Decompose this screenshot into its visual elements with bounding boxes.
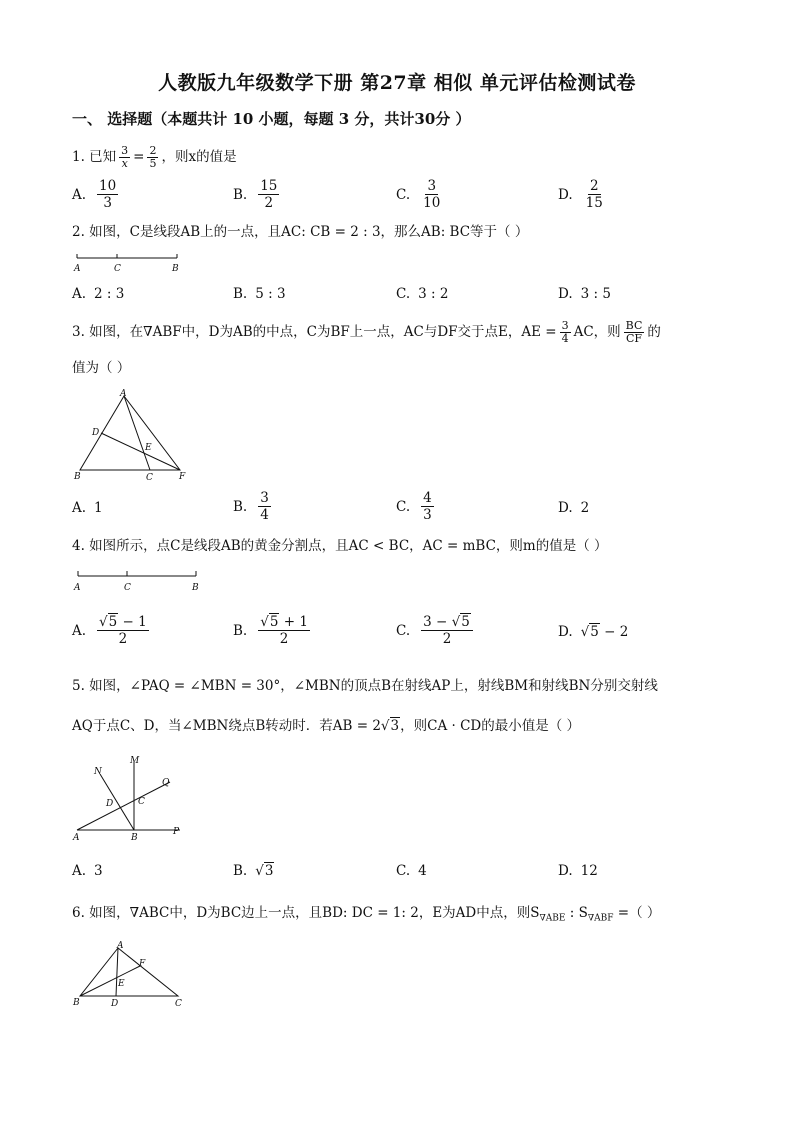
q1-eq: = — [133, 149, 145, 165]
q5-option-b[interactable]: B. √3 — [233, 863, 274, 879]
svg-text:Q: Q — [162, 778, 170, 788]
svg-text:C: C — [138, 797, 145, 807]
q5-rays-figure — [72, 752, 192, 844]
question-5-line2: AQ于点C、D，当∠MBN绕点B转动时．若AB = 2√3，则CA · CD的最小值是（ ） — [72, 718, 581, 734]
q4-option-d[interactable]: D. √5 − 2 — [558, 624, 629, 640]
q2-option-c[interactable]: C. 3 : 2 — [396, 286, 449, 302]
q1-option-d[interactable]: D. $\frac{2}{15}$ — [558, 178, 603, 211]
svg-text:B: B — [74, 472, 81, 482]
q2-label-b: B — [172, 264, 179, 274]
svg-text:F: F — [179, 472, 186, 482]
question-3-line2: 值为（ ） — [72, 360, 131, 376]
svg-text:C: C — [146, 473, 153, 483]
svg-text:P: P — [173, 827, 180, 837]
svg-text:D: D — [92, 428, 100, 438]
svg-text:D: D — [111, 999, 119, 1009]
svg-text:F: F — [139, 959, 146, 969]
svg-text:A: A — [74, 583, 81, 593]
question-3: 3. 如图，在∇ABF中，D为AB的中点，C为BF上一点，AC与DF交于点E，AE = $\frac{3}{4}$ AC，则 $\frac{BC}{CF}$ 的 — [72, 319, 661, 345]
q5-option-c[interactable]: C. 4 — [396, 863, 427, 879]
question-4: 4. 如图所示，点C是线段AB的黄金分割点，且AC < BC，AC = mBC，则m的值是（ ） — [72, 538, 608, 554]
q1-frac1: $\frac{3}{x}$ — [121, 144, 129, 170]
q4-option-c[interactable]: C. $\frac{3 - √5}{2}$ — [396, 614, 476, 647]
svg-text:E: E — [145, 443, 152, 453]
q5-option-a[interactable]: A. 3 — [72, 863, 103, 879]
page-title: 人教版九年级数学下册 第27章 相似 单元评估检测试卷 — [158, 72, 636, 94]
q1-option-c[interactable]: C. $\frac{3}{10}$ — [396, 178, 441, 211]
question-5: 5. 如图，∠PAQ = ∠MBN = 30°，∠MBN的顶点B在射线AP上，射线BM和射线BN分别交射线 — [72, 678, 658, 694]
q3-option-a[interactable]: A. 1 — [72, 500, 103, 516]
q4-option-a[interactable]: A. $\frac{√5 - 1}{2}$ — [72, 614, 147, 647]
svg-text:B: B — [192, 583, 199, 593]
q3-option-c[interactable]: C. $\frac{4}{3}$ — [396, 490, 432, 523]
q2-option-b[interactable]: B. 5 : 3 — [233, 286, 286, 302]
q1-frac2: $\frac{2}{5}$ — [149, 144, 157, 170]
q6-triangle-figure — [72, 938, 192, 1013]
q1-option-b[interactable]: B. $\frac{15}{2}$ — [233, 178, 278, 211]
q2-option-a[interactable]: A. 2 : 3 — [72, 286, 125, 302]
svg-text:C: C — [175, 999, 182, 1009]
question-2: 2. 如图，C是线段AB上的一点，且AC: CB = 2 : 3，那么AB: BC等于（ ） — [72, 224, 529, 240]
q3-option-b[interactable]: B. $\frac{3}{4}$ — [233, 490, 269, 523]
q2-option-d[interactable]: D. 3 : 5 — [558, 286, 611, 302]
q2-segment-figure — [72, 250, 192, 276]
svg-text:A: A — [73, 833, 80, 843]
q5-option-d[interactable]: D. 12 — [558, 863, 598, 879]
q2-label-c: C — [114, 264, 121, 274]
q3-triangle-figure — [72, 388, 197, 483]
question-6: 6. 如图，∇ABC中，D为BC边上一点，且BD: DC = 1: 2，E为AD中点，则$S_{\nabla ABE}$ : $S_{\nabla ABF}$ =（ ） — [72, 905, 661, 924]
svg-text:D: D — [106, 799, 114, 809]
q1-option-a[interactable]: A. $\frac{10}{3}$ — [72, 178, 117, 211]
svg-text:E: E — [118, 979, 125, 989]
q1-lead: 1. 已知 — [72, 149, 117, 165]
svg-text:A: A — [117, 941, 124, 951]
section-heading: 一、 选择题（本题共计 10 小题，每题 3 分，共计30分 ） — [72, 110, 471, 128]
svg-text:B: B — [73, 998, 80, 1008]
q4-segment-figure — [72, 566, 207, 594]
q2-label-a: A — [74, 264, 81, 274]
svg-text:M: M — [130, 756, 140, 766]
question-1 — [72, 145, 237, 170]
svg-text:B: B — [131, 833, 138, 843]
q4-option-b[interactable]: B. $\frac{√5 + 1}{2}$ — [233, 614, 308, 647]
svg-text:C: C — [124, 583, 131, 593]
svg-text:A: A — [120, 389, 127, 399]
q3-option-d[interactable]: D. 2 — [558, 500, 590, 516]
svg-text:N: N — [94, 767, 102, 777]
q1-tail: ，则x的值是 — [161, 149, 237, 165]
